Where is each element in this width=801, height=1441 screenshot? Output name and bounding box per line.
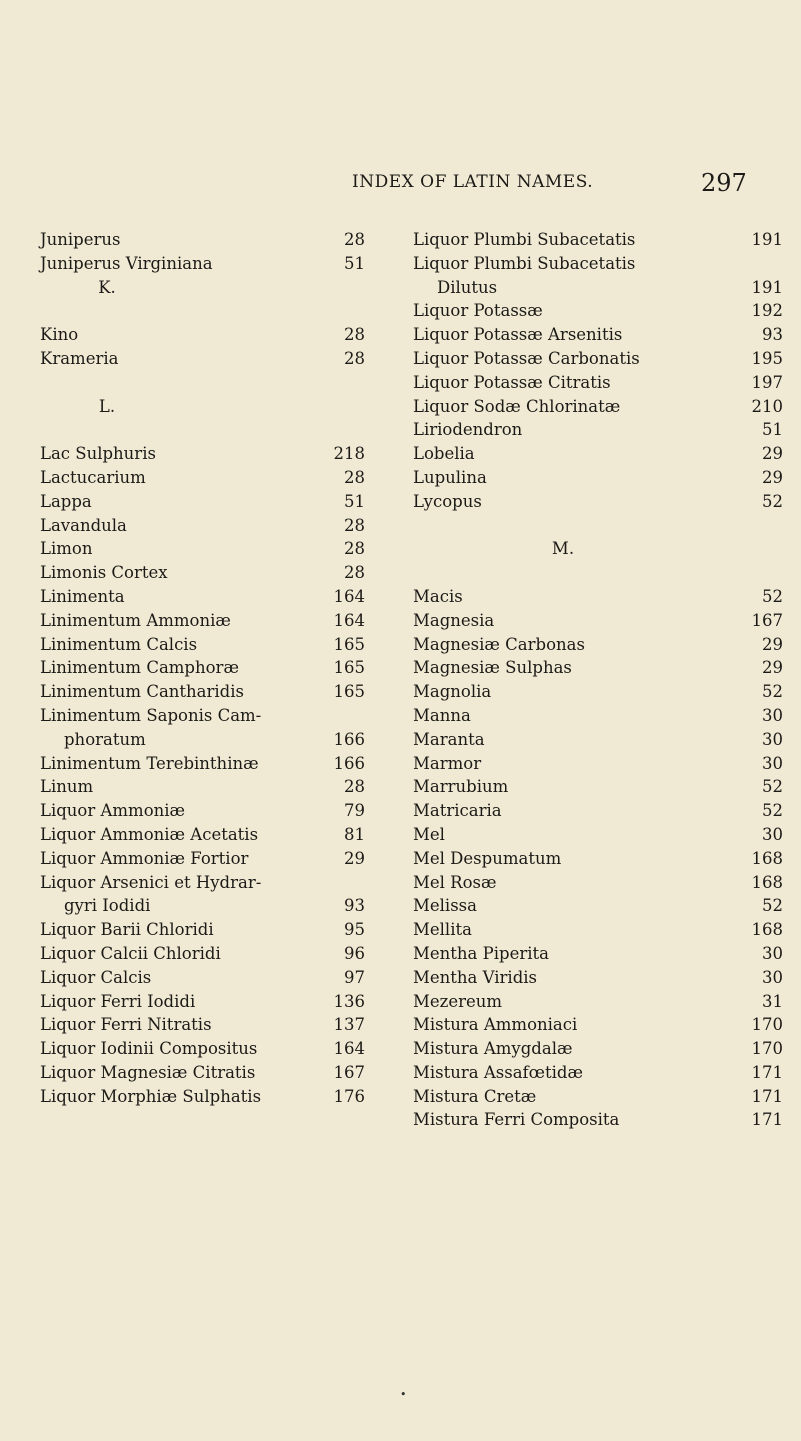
entry-name: Macis: [413, 586, 463, 606]
entry-page-number: 93: [344, 896, 365, 916]
index-entry: [40, 1061, 380, 1085]
index-entry: [413, 918, 783, 942]
entry-page-number: 29: [762, 467, 783, 487]
entry-name: Liquor Potassæ Citratis: [413, 372, 611, 392]
index-entry: [413, 871, 783, 895]
entry-name: Linum: [40, 777, 94, 797]
index-entry: [40, 585, 380, 609]
page-title: INDEX OF LATIN NAMES.: [352, 172, 594, 192]
entry-name: Krameria: [40, 348, 119, 368]
index-entry: [413, 228, 783, 252]
entry-page-number: 52: [762, 777, 783, 797]
index-entry: [413, 847, 783, 871]
index-entry: [40, 966, 380, 990]
entry-name: Juniperus: [40, 230, 121, 249]
index-entry: [413, 894, 783, 918]
entry-page-number: 28: [344, 467, 365, 487]
entry-name: Marmor: [413, 753, 482, 773]
entry-name: Liquor Barii Chloridi: [40, 920, 214, 940]
entry-name: Liquor Plumbi Subacetatis: [413, 253, 636, 273]
entry-page-number: 176: [333, 1086, 365, 1106]
entry-name: Mentha Piperita: [413, 943, 549, 963]
entry-name: Lupulina: [413, 467, 487, 487]
entry-page-number: 29: [762, 658, 783, 678]
index-entry: [40, 942, 380, 966]
entry-page-number: 28: [344, 777, 365, 797]
entry-name: Mistura Amygdalæ: [413, 1039, 573, 1059]
entry-name: Mistura Cretæ: [413, 1086, 537, 1106]
index-entry: [413, 680, 783, 704]
entry-name: Lycopus: [413, 491, 482, 511]
index-entry: [413, 942, 783, 966]
entry-page-number: 52: [762, 801, 783, 821]
entry-name: Kino: [40, 325, 79, 345]
index-entry: [413, 371, 783, 395]
index-entry: [413, 1085, 783, 1109]
entry-name: Marrubium: [413, 777, 509, 797]
index-entry: [40, 633, 380, 657]
entry-name: Mellita: [413, 920, 472, 940]
entry-page-number: 28: [344, 539, 365, 559]
entry-name: L.: [98, 396, 116, 416]
entry-page-number: 166: [333, 753, 365, 773]
entry-page-number: 51: [344, 491, 365, 511]
entry-page-number: 218: [333, 444, 365, 464]
section-heading: [413, 537, 783, 561]
entry-name: Limon: [40, 539, 93, 559]
entry-name: Linimenta: [40, 586, 125, 606]
index-entry: [40, 1013, 380, 1037]
index-entry: [413, 442, 783, 466]
entry-name: Liquor Iodinii Compositus: [40, 1039, 258, 1059]
entry-name: Liquor Ammoniæ Fortior: [40, 848, 249, 868]
entry-name: Linimentum Cantharidis: [40, 682, 244, 702]
index-entry: [40, 728, 380, 752]
entry-page-number: 28: [344, 563, 365, 583]
section-heading: [40, 276, 380, 300]
index-entry: [413, 775, 783, 799]
entry-name: Linimentum Saponis Cam-: [40, 705, 262, 725]
index-entry: [40, 775, 380, 799]
index-entry: [40, 228, 380, 252]
entry-name: Linimentum Ammoniæ: [40, 610, 231, 630]
index-entry: [413, 252, 783, 276]
index-entry: [413, 656, 783, 680]
entry-page-number: 31: [762, 991, 783, 1011]
entry-name: Liquor Ammoniæ: [40, 801, 186, 821]
index-entry: [40, 609, 380, 633]
entry-name: Magnesiæ Carbonas: [413, 634, 585, 654]
entry-page-number: 28: [344, 230, 365, 249]
entry-name: Linimentum Camphoræ: [40, 658, 239, 678]
entry-page-number: 168: [751, 920, 783, 940]
entry-page-number: 29: [344, 848, 365, 868]
entry-page-number: 29: [762, 634, 783, 654]
index-entry: [40, 656, 380, 680]
index-entry: [413, 276, 783, 300]
index-entry: [413, 823, 783, 847]
entry-name: Linimentum Calcis: [40, 634, 198, 654]
left-index-column: [40, 228, 380, 1108]
entry-page-number: 170: [751, 1039, 783, 1059]
index-entry: [40, 418, 380, 442]
entry-page-number: 197: [751, 372, 783, 392]
entry-name: M.: [551, 539, 575, 559]
entry-page-number: 52: [762, 491, 783, 511]
index-entry: [40, 1085, 380, 1109]
entry-name: Lac Sulphuris: [40, 444, 156, 464]
index-entry: [413, 609, 783, 633]
entry-page-number: 51: [762, 420, 783, 440]
entry-page-number: 191: [751, 230, 783, 249]
entry-name: Liquor Morphiæ Sulphatis: [40, 1086, 262, 1106]
entry-page-number: 79: [344, 801, 365, 821]
entry-name: Mistura Assafœtidæ: [413, 1062, 583, 1082]
entry-page-number: 170: [751, 1015, 783, 1035]
entry-name: Liquor Arsenici et Hydrar-: [40, 872, 262, 892]
entry-page-number: 195: [751, 348, 783, 368]
entry-page-number: 171: [751, 1086, 783, 1106]
index-entry: [413, 728, 783, 752]
entry-page-number: 28: [344, 515, 365, 535]
index-entry: [413, 395, 783, 419]
entry-page-number: 28: [344, 325, 365, 345]
entry-name: Lavandula: [40, 515, 127, 535]
index-entry: [413, 299, 783, 323]
entry-name: Mentha Viridis: [413, 967, 537, 987]
entry-page-number: 30: [762, 705, 783, 725]
entry-page-number: 52: [762, 682, 783, 702]
entry-page-number: 171: [751, 1110, 783, 1130]
entry-name: Mistura Ferri Composita: [413, 1110, 620, 1130]
index-entry: [413, 1013, 783, 1037]
entry-page-number: 171: [751, 1062, 783, 1082]
entry-name: Magnesiæ Sulphas: [413, 658, 572, 678]
entry-name: Linimentum Terebinthinæ: [40, 753, 259, 773]
index-entry: [40, 299, 380, 323]
entry-name: Lappa: [40, 491, 92, 511]
entry-page-number: 30: [762, 943, 783, 963]
entry-name: Liquor Calcii Chloridi: [40, 943, 221, 963]
index-entry: [413, 585, 783, 609]
index-entry: [40, 704, 380, 728]
index-entry: [40, 680, 380, 704]
index-entry: [40, 490, 380, 514]
entry-page-number: 167: [333, 1062, 365, 1082]
entry-page-number: 51: [344, 253, 365, 273]
index-entry: [40, 871, 380, 895]
entry-name: Juniperus Virginiana: [40, 253, 213, 273]
entry-name: Melissa: [413, 896, 477, 916]
entry-name: Limonis Cortex: [40, 563, 168, 583]
entry-name: K.: [98, 277, 116, 297]
index-entry: [413, 1061, 783, 1085]
entry-page-number: 165: [333, 658, 365, 678]
entry-name: Magnesia: [413, 610, 495, 630]
entry-name: Liquor Sodæ Chlorinatæ: [413, 396, 621, 416]
page-number: 297: [701, 169, 747, 197]
entry-page-number: 165: [333, 682, 365, 702]
entry-page-number: 30: [762, 967, 783, 987]
entry-name: Mezereum: [413, 991, 503, 1011]
index-entry: [40, 823, 380, 847]
index-entry: [413, 323, 783, 347]
entry-name: Manna: [413, 705, 471, 725]
index-entry: [413, 1037, 783, 1061]
entry-page-number: 210: [751, 396, 783, 416]
entry-page-number: 137: [333, 1015, 365, 1035]
entry-name: Mel Rosæ: [413, 872, 497, 892]
entry-name: Liquor Ammoniæ Acetatis: [40, 824, 259, 844]
entry-page-number: 97: [344, 967, 365, 987]
entry-page-number: 52: [762, 586, 783, 606]
index-entry: [413, 966, 783, 990]
entry-page-number: 168: [751, 872, 783, 892]
index-entry: [413, 514, 783, 538]
entry-name: Matricaria: [413, 801, 502, 821]
entry-page-number: 30: [762, 729, 783, 749]
entry-name: Mel: [413, 824, 445, 844]
section-heading: [40, 395, 380, 419]
entry-name: Lobelia: [413, 444, 475, 464]
index-entry: [40, 252, 380, 276]
entry-page-number: 166: [333, 729, 365, 749]
entry-name: Liquor Ferri Nitratis: [40, 1015, 212, 1035]
entry-name: Liriodendron: [413, 420, 523, 440]
index-entry: [40, 442, 380, 466]
index-entry: [40, 347, 380, 371]
entry-name: Liquor Potassæ Carbonatis: [413, 348, 640, 368]
index-entry: [40, 371, 380, 395]
entry-page-number: 164: [333, 586, 365, 606]
index-entry: [40, 918, 380, 942]
index-entry: [40, 990, 380, 1014]
index-entry: [413, 752, 783, 776]
index-entry: [40, 894, 380, 918]
index-entry: [413, 490, 783, 514]
index-entry: [413, 418, 783, 442]
entry-name: Liquor Magnesiæ Citratis: [40, 1062, 256, 1082]
entry-name: Liquor Potassæ Arsenitis: [413, 325, 623, 345]
entry-name: phoratum: [64, 729, 146, 749]
entry-page-number: 167: [751, 610, 783, 630]
entry-name: Liquor Plumbi Subacetatis: [413, 230, 636, 249]
index-entry: [40, 323, 380, 347]
entry-name: Magnolia: [413, 682, 492, 702]
entry-name: gyri Iodidi: [64, 896, 151, 916]
entry-page-number: 168: [751, 848, 783, 868]
entry-page-number: 29: [762, 444, 783, 464]
index-entry: [40, 561, 380, 585]
entry-name: Liquor Calcis: [40, 967, 152, 987]
index-entry: [413, 704, 783, 728]
entry-name: Lactucarium: [40, 467, 146, 487]
entry-page-number: 30: [762, 824, 783, 844]
entry-page-number: 95: [344, 920, 365, 940]
entry-page-number: 96: [344, 943, 365, 963]
entry-page-number: 191: [751, 277, 783, 297]
page-header: [0, 169, 801, 197]
right-index-column: [413, 228, 783, 1132]
footer-mark: •: [400, 1388, 407, 1401]
index-entry: [413, 633, 783, 657]
entry-page-number: 28: [344, 348, 365, 368]
index-entry: [40, 514, 380, 538]
entry-page-number: 52: [762, 896, 783, 916]
entry-name: Mel Despumatum: [413, 848, 562, 868]
entry-name: Liquor Ferri Iodidi: [40, 991, 196, 1011]
entry-name: Dilutus: [437, 277, 498, 297]
entry-page-number: 93: [762, 325, 783, 345]
index-entry: [413, 347, 783, 371]
index-entry: [40, 1037, 380, 1061]
entry-name: Liquor Potassæ: [413, 301, 543, 321]
index-entry: [40, 799, 380, 823]
entry-page-number: 164: [333, 1039, 365, 1059]
entry-name: Mistura Ammoniaci: [413, 1015, 578, 1035]
index-entry: [413, 561, 783, 585]
entry-page-number: 136: [333, 991, 365, 1011]
index-entry: [413, 1108, 783, 1132]
entry-name: Maranta: [413, 729, 485, 749]
index-entry: [40, 847, 380, 871]
entry-page-number: 81: [344, 824, 365, 844]
index-entry: [413, 990, 783, 1014]
entry-page-number: 164: [333, 610, 365, 630]
index-entry: [413, 466, 783, 490]
entry-page-number: 192: [751, 301, 783, 321]
entry-page-number: 165: [333, 634, 365, 654]
index-entry: [40, 537, 380, 561]
index-entry: [40, 466, 380, 490]
index-entry: [413, 799, 783, 823]
entry-page-number: 30: [762, 753, 783, 773]
index-entry: [40, 752, 380, 776]
